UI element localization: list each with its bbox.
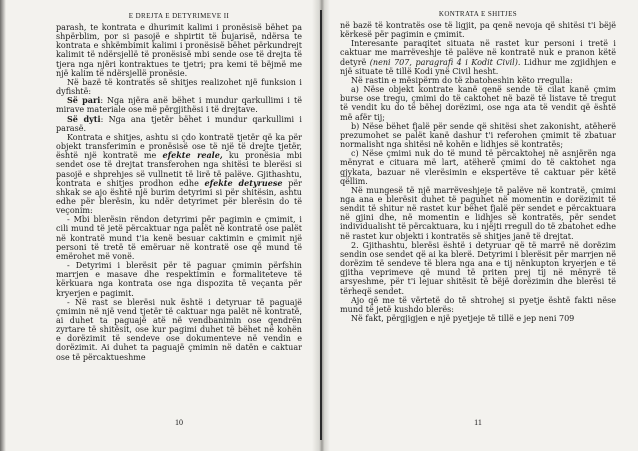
paragraph xyxy=(340,21,616,39)
paragraph xyxy=(56,115,302,133)
text-run: - Mbi blerësin rëndon detyrimi për pagimin e çmimit, i cili mund të jetë përcaktuar nga palët në kontratë ose palët në kontratë mund t'ia kenë besuar caktimin e çmimit një personi të tretë të emëruar në kontratë ose që mund të emërohet më vonë. xyxy=(56,215,302,261)
bold-term: Së dyti xyxy=(67,113,101,124)
paragraph xyxy=(340,186,616,241)
paragraph xyxy=(340,39,616,76)
text-run: - Në rast se blerësi nuk është i detyruar të paguajë çmimin në një vend tjetër të caktuar nga palët në kontratë, ai duhet ta paguajë atë në vendbanimin ose qendrën zyrtare të shitësit, ose kur pagimi duhet të bëhet në kohën e dorëzimit të sendeve ose dokumenteve në vendin e dorëzimit. Ai duhet ta paguajë çmimin në datën e caktuar ose të përcaktueshme xyxy=(56,297,302,362)
text-run: Në bazë të kontratës së shitjes realizohet një funksion i dyfishtë: xyxy=(56,77,302,97)
page-number-left: 10 xyxy=(175,418,183,427)
right-page-body xyxy=(340,21,616,323)
italic-term: efekte detyruese xyxy=(204,177,283,188)
text-run: : Nga njëra anë bëhet i mundur qarkullimi i të mirave materiale ose më përgjithësi i të drejtave. xyxy=(56,96,302,115)
text-run: Kontrata e shitjes, ashtu si çdo kontratë tjetër që ka për objekt transferimin e pronësisë ose të një të drejte tjetër, është një kontratë me xyxy=(56,132,302,161)
paragraph xyxy=(340,149,616,186)
text-run: a) Nëse objekt kontrate kanë qenë sende të cilat kanë çmim burse ose tregu, çmimi do të caktohet në bazë të listave të tregut të vendit ku do të bëhej dorëzimi, ose nga ata të vendit që është më afër tij; xyxy=(340,85,616,122)
paragraph xyxy=(56,261,302,298)
text-run: b) Nëse bëhet fjalë për sende që shitësi shet zakonisht, atëherë prezumohet se palët kanë dashur t'i referohen çmimit të zbatuar normalisht nga shitësi në kohën e lidhjes së kontratës; xyxy=(340,121,616,150)
paragraph xyxy=(340,314,616,323)
text-run: - Detyrimi i blerësit për të paguar çmimin përfshin marrjen e masave dhe respektimin e formaliteteve të kërkuara nga kontrata ose nga dispozita të veçanta për kryerjen e pagimit. xyxy=(56,261,302,298)
paragraph xyxy=(340,296,616,314)
text-run: në bazë të kontratës ose të ligjit, pa qenë nevoja që shitësi t'i bëjë kërkesë për pagimin e çmimit. xyxy=(340,21,616,40)
italic-term: (neni 707, paragrafi 4 i Kodit Civil) xyxy=(369,57,518,67)
text-run: Në rastin e mësipërm do të zbatoheshin këto rregulla: xyxy=(351,75,573,85)
text-run: ku pronësia mbi sendet ose të drejtat transferohen nga shitësi te blerësi si pasojë e shprehjes së vullnetit të lirë të palëve. Gjithashtu, kontrata e shitjes prodhon edhe xyxy=(56,151,302,188)
text-run: 2. Gjithashtu, blerësi është i detyruar që të marrë në dorëzim sendin ose sendet që ai ka blerë. Detyrimi i blerësit për marrjen në dorëzim të sendeve të blera nga ana e tij nënkupton kryerjen e të gjitha veprimeve që mund të priten prej tij në mënyrë të arsyeshme, për t'i lejuar shitësit të bëjë dorëzimin dhe blerësi të tërheqë sendet. xyxy=(340,240,616,296)
text-run: c) Nëse çmimi nuk do të mund të përcaktohej në asnjërën nga mënyrat e cituara më lart, atëherë çmimi do të caktohet nga gjykata, bazuar në vlerësimin e ekspertëve të caktuar për këtë qëllim. xyxy=(340,149,616,186)
gutter-fold-line xyxy=(320,10,322,440)
running-head-left: E DREJTA E DETYRIMEVE II xyxy=(128,12,230,20)
text-run: Në mungesë të një marrëveshjeje të palëve në kontratë, çmimi nga ana e blerësit duhet të paguhet në momentin e dorëzimit të sendit të shitur në rastet kur bëhet fjalë për sendet e përcaktuara në gjini dhe, në momentin e lidhjes së kontratës, për sendet individualisht të përcaktuara, ku i njëjti rregull do të zbatohet edhe në rastet kur objekti i kontratës së shitjes janë të drejtat. xyxy=(340,185,616,241)
paragraph xyxy=(340,76,616,85)
text-run: parash, te kontrata e dhurimit kalimi i pronësisë bëhet pa shpërblim, por si pasojë e shpirtit të bujarisë, ndërsa te kontrata e shkëmbimit kalimi i pronësisë bëhet përkundrejt kalimit të ndërsjellë të pronësisë mbi sende ose të drejta të tjera nga njëri kontraktues te tjetri; pra kemi të bëjmë me një kalim të ndërsjellë pronësie. xyxy=(56,23,302,78)
paragraph xyxy=(340,122,616,149)
paragraph xyxy=(56,298,302,362)
text-run: Në fakt, përgjigjen e një pyetjeje të tillë e jep neni 709 xyxy=(351,314,575,323)
right-page xyxy=(330,0,634,451)
paragraph xyxy=(56,215,302,261)
paragraph xyxy=(340,241,616,296)
left-page-body xyxy=(56,23,302,362)
running-head-right: KONTRATA E SHITJES xyxy=(438,10,518,18)
text-run: për shkak se ajo është një burim detyrimi si për shitësin, ashtu edhe për blerësin, ku ndër detyrimet për blerësin do të veçonim: xyxy=(56,178,302,216)
text-run: Ajo që me të vërtetë do të shtrohej si pyetje është fakti nëse mund të jetë kushdo blerës: xyxy=(340,295,616,314)
italic-term: efekte reale, xyxy=(162,150,223,161)
paragraph xyxy=(56,96,302,114)
text-run: . Lidhur me zgjidhjen e një situate të tillë Kodi ynë Civil hesht. xyxy=(340,57,616,76)
left-page xyxy=(4,0,312,451)
text-run: Interesante paraqitet situata në rastet kur personi i tretë i caktuar me marrëveshje të palëve në kontratë nuk e pranon këtë detyrë xyxy=(340,39,616,67)
paragraph xyxy=(56,78,302,96)
paragraph xyxy=(56,133,302,215)
page-number-right: 11 xyxy=(474,418,482,427)
paragraph xyxy=(340,85,616,122)
text-run: : Nga ana tjetër bëhet i mundur qarkullimi i parasë. xyxy=(56,114,303,133)
paragraph xyxy=(56,23,302,78)
bold-term: Së pari xyxy=(67,95,101,106)
